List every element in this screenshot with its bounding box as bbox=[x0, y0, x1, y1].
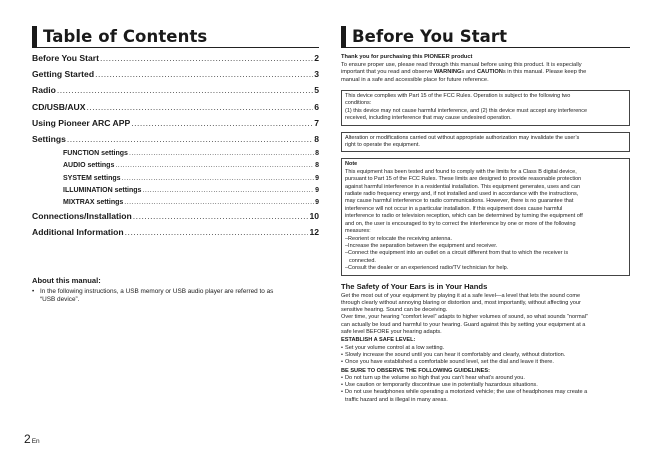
bullet: • bbox=[341, 382, 343, 389]
toc-entry-page: 9 bbox=[315, 174, 319, 182]
safety-line: through clearly without annoying blaring or distortion and, most importantly, without affecting your bbox=[341, 299, 581, 306]
note-line: –Increase the separation between the equipment and receiver. bbox=[345, 242, 498, 249]
before-heading bbox=[341, 26, 630, 48]
note-line: radiate radio frequency energy and, if not installed and used in accordance with the instructions, bbox=[345, 191, 579, 198]
guideline-item bbox=[341, 389, 630, 404]
guidelines-title: BE SURE TO OBSERVE THE FOLLOWING GUIDELINES: bbox=[341, 367, 490, 374]
alteration-box bbox=[341, 132, 630, 153]
toc-entry-page: 6 bbox=[314, 101, 319, 112]
establish-item-text: Set your volume control at a low setting. bbox=[345, 344, 445, 351]
toc-entry-page: 3 bbox=[314, 69, 319, 80]
safety-line: safe level BEFORE your hearing adapts. bbox=[341, 329, 442, 336]
toc-entry-page: 2 bbox=[314, 53, 319, 63]
toc-leader-dots bbox=[142, 187, 314, 194]
establish-item bbox=[341, 345, 630, 352]
toc-entry-label: MIXTRAX settings bbox=[63, 198, 124, 206]
toc-entry-label: Using Pioneer ARC APP bbox=[32, 117, 131, 128]
toc-leader-dots bbox=[125, 227, 309, 237]
toc-leader-dots bbox=[95, 69, 313, 79]
note-line: measures: bbox=[345, 228, 371, 235]
toc-entry-label: FUNCTION settings bbox=[63, 150, 128, 158]
toc-entry-page: 8 bbox=[315, 150, 319, 158]
heading-bar bbox=[341, 26, 346, 48]
thanks-line-3: manual in a safe and accessible place for future reference. bbox=[341, 76, 489, 83]
toc-leader-dots bbox=[129, 150, 314, 157]
thanks-text: s in this manual. Please keep the bbox=[502, 69, 587, 75]
safety-line: can actually be loud and harmful to your hearing. Guard against this by setting your equipment at a bbox=[341, 321, 586, 328]
toc-entry bbox=[32, 150, 319, 162]
guideline-item-text: Do not turn up the volume so high that you can’t hear what’s around you. bbox=[345, 374, 525, 381]
note-title: Note bbox=[345, 161, 358, 168]
table-of-contents-column bbox=[32, 26, 319, 243]
guideline-line: Do not use headphones while operating a motorized vehicle; the use of headphones may create a bbox=[345, 389, 588, 396]
before-you-start-column bbox=[341, 26, 630, 404]
toc-entry-page: 5 bbox=[314, 85, 319, 96]
safety-text bbox=[341, 293, 630, 337]
note-line: and on, the user is encouraged to try to correct the interference by one or more of the following bbox=[345, 220, 576, 227]
toc-entry bbox=[32, 227, 319, 243]
safety-line: sensitive hearing. Sound can be deceiving. bbox=[341, 307, 448, 314]
guideline-line: traffic hazard and is illegal in many areas. bbox=[345, 396, 448, 403]
toc-entry-label: SYSTEM settings bbox=[63, 174, 121, 182]
toc-entry bbox=[32, 53, 319, 69]
bullet: • bbox=[341, 374, 343, 381]
bullet: • bbox=[32, 288, 35, 295]
note-line: interference to radio or television reception, which can be determined by turning the equipment off bbox=[345, 213, 583, 220]
safety-line: Over time, your hearing “comfort level” adapts to higher volumes of sound, so what sounds “normal” bbox=[341, 314, 588, 321]
guideline-item bbox=[341, 382, 630, 389]
thanks-line-2 bbox=[341, 69, 630, 77]
establish-item-text: Once you have established a comfortable sound level, set the dial and leave it there. bbox=[345, 359, 554, 366]
toc-entry-page: 8 bbox=[314, 133, 319, 144]
toc-entry-label: Settings bbox=[32, 133, 66, 144]
note-box bbox=[341, 158, 630, 275]
toc-leader-dots bbox=[133, 211, 309, 221]
toc-list bbox=[32, 53, 319, 243]
toc-leader-dots bbox=[86, 102, 313, 112]
before-heading-text: Before You Start bbox=[352, 27, 508, 46]
toc-leader-dots bbox=[131, 118, 313, 128]
note-line: –Connect the equipment into an outlet on a circuit different from that to which the receiver is bbox=[345, 250, 569, 257]
toc-entry-label: Before You Start bbox=[32, 53, 100, 63]
toc-entry-page: 10 bbox=[309, 211, 319, 222]
toc-entry bbox=[32, 175, 319, 187]
toc-entry-page: 7 bbox=[314, 117, 319, 128]
toc-entry-page: 9 bbox=[315, 198, 319, 206]
about-manual-text bbox=[40, 288, 273, 305]
note-line: against harmful interference in a residential installation. This equipment generates, uses and can bbox=[345, 183, 581, 190]
thanks-line-1: To ensure proper use, please read through this manual before using this product. It is especially bbox=[341, 61, 582, 68]
toc-entry-page: 12 bbox=[309, 227, 319, 238]
guideline-item-text: Use caution or temporarily discontinue use in potentially hazardous situations. bbox=[345, 382, 538, 389]
note-line: may cause harmful interference to radio communications. However, there is no guarantee that bbox=[345, 198, 574, 205]
toc-entry bbox=[32, 187, 319, 199]
toc-entry bbox=[32, 69, 319, 85]
note-line: pursuant to Part 15 of the FCC Rules. These limits are designed to provide reasonable protection bbox=[345, 176, 582, 183]
bullet: • bbox=[341, 344, 343, 351]
toc-entry-page: 9 bbox=[315, 186, 319, 194]
heading-bar bbox=[32, 26, 37, 48]
bullet: • bbox=[341, 351, 343, 358]
toc-entry-label: AUDIO settings bbox=[63, 162, 115, 170]
toc-entry bbox=[32, 102, 319, 118]
note-line: This equipment has been tested and found to comply with the limits for a Class B digital device, bbox=[345, 168, 577, 175]
toc-leader-dots bbox=[67, 134, 313, 144]
toc-entry-page: 8 bbox=[315, 162, 319, 170]
about-manual-item bbox=[32, 288, 319, 305]
establish-title: ESTABLISH A SAFE LEVEL: bbox=[341, 337, 416, 344]
fcc-box bbox=[341, 90, 630, 126]
toc-entry bbox=[32, 162, 319, 174]
alteration-line: right to operate the equipment. bbox=[345, 142, 420, 149]
thanks-title: Thank you for purchasing this PIONEER product bbox=[341, 54, 473, 60]
guideline-item bbox=[341, 375, 630, 382]
bullet: • bbox=[341, 359, 343, 366]
alteration-line: Alteration or modifications carried out without appropriate authorization may invalidate the user’s bbox=[345, 134, 580, 141]
fcc-line: received, including interference that may cause undesired operation. bbox=[345, 115, 512, 122]
thanks-text: s and bbox=[461, 69, 477, 75]
toc-heading bbox=[32, 26, 319, 48]
toc-leader-dots bbox=[57, 85, 313, 95]
bullet: • bbox=[341, 389, 343, 396]
about-manual-line-2: “USB device”. bbox=[40, 296, 80, 304]
toc-entry-label: ILLUMINATION settings bbox=[63, 186, 142, 194]
toc-entry bbox=[32, 211, 319, 227]
toc-entry-label: Connections/Installation bbox=[32, 211, 132, 222]
caution-word: CAUTION bbox=[476, 69, 503, 75]
page-language: En bbox=[31, 438, 40, 445]
toc-leader-dots bbox=[124, 199, 314, 206]
toc-leader-dots bbox=[100, 53, 313, 63]
establish-item-text: Slowly increase the sound until you can hear it comfortably and clearly, without distortion. bbox=[345, 351, 566, 358]
about-manual-line-1: In the following instructions, a USB memory or USB audio player are referred to as bbox=[40, 288, 274, 295]
toc-entry bbox=[32, 85, 319, 101]
toc-leader-dots bbox=[122, 175, 315, 182]
fcc-line: (1) this device may not cause harmful interference, and (2) this device must accept any interference bbox=[345, 107, 588, 114]
toc-entry bbox=[32, 199, 319, 211]
fcc-line: This device complies with Part 15 of the FCC Rules. Operation is subject to the following two bbox=[345, 93, 571, 99]
note-line: –Reorient or relocate the receiving antenna. bbox=[345, 235, 453, 242]
toc-entry-label: CD/USB/AUX bbox=[32, 101, 86, 112]
establish-item bbox=[341, 352, 630, 359]
about-manual-title: About this manual: bbox=[32, 276, 101, 285]
note-line: connected. bbox=[349, 257, 376, 264]
toc-leader-dots bbox=[115, 162, 314, 169]
about-manual bbox=[32, 276, 319, 305]
toc-heading-text: Table of Contents bbox=[43, 27, 208, 46]
fcc-line: conditions: bbox=[345, 100, 372, 107]
thanks-section bbox=[341, 54, 630, 84]
toc-entry bbox=[32, 118, 319, 134]
toc-entry-label: Getting Started bbox=[32, 69, 95, 80]
toc-entry-label: Additional Information bbox=[32, 227, 124, 238]
guideline-item-text bbox=[345, 389, 587, 404]
toc-entry bbox=[32, 134, 319, 150]
note-line: –Consult the dealer or an experienced radio/TV technician for help. bbox=[345, 265, 509, 272]
page-number bbox=[24, 432, 40, 446]
note-line: interference will not occur in a particular installation. If this equipment does cause harmful bbox=[345, 205, 563, 212]
toc-entry-label: Radio bbox=[32, 85, 56, 96]
safety-line: Get the most out of your equipment by playing it at a safe level—a level that lets the sound come bbox=[341, 292, 581, 299]
warning-word: WARNING bbox=[433, 69, 462, 75]
safety-title: The Safety of Your Ears is in Your Hands bbox=[341, 281, 488, 291]
establish-item bbox=[341, 359, 630, 366]
page-number-value: 2 bbox=[24, 432, 31, 446]
thanks-text: important that you read and observe bbox=[341, 69, 434, 75]
